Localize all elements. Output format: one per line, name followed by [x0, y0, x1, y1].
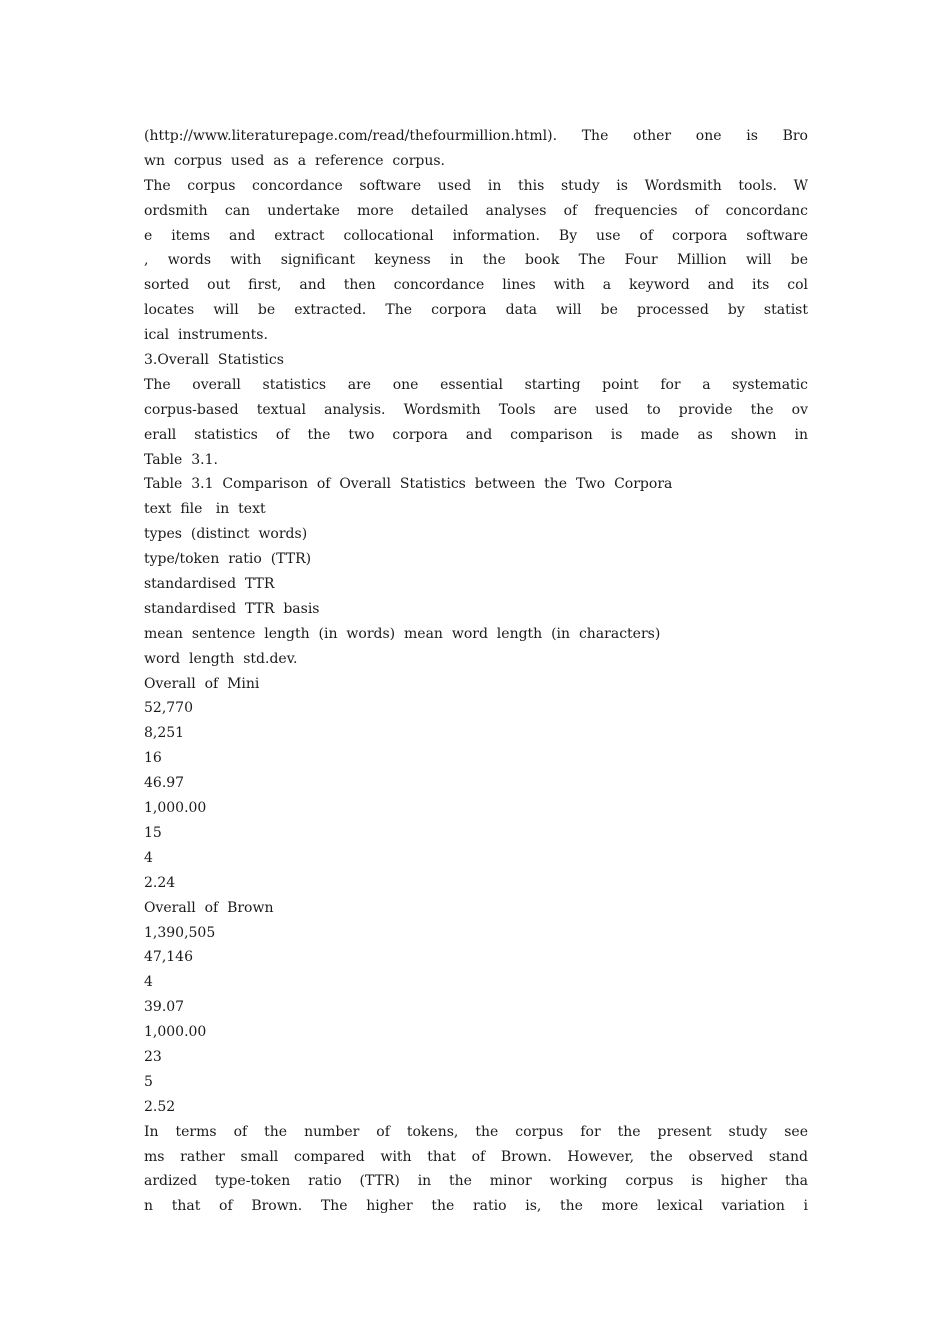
- text-line: ardized type-token ratio (TTR) in the minor working corpus is higher tha: [144, 1173, 808, 1190]
- text-line: ordsmith can undertake more detailed analyses of frequencies of concordanc: [144, 202, 808, 219]
- text-line: The overall statistics are one essential starting point for a systematic: [144, 376, 808, 393]
- text-line: text file in text: [144, 501, 266, 518]
- text-line: 3.Overall Statistics: [144, 352, 284, 369]
- text-line: 39.07: [144, 999, 185, 1016]
- text-line: wn corpus used as a reference corpus.: [144, 152, 445, 169]
- text-line: In terms of the number of tokens, the corpus for the present study see: [144, 1123, 808, 1140]
- text-line: 4: [144, 974, 153, 991]
- text-line: standardised TTR: [144, 576, 275, 593]
- text-line: e items and extract collocational information. By use of corpora software: [144, 227, 808, 244]
- text-line: 5: [144, 1073, 153, 1090]
- text-line: 16: [144, 750, 162, 767]
- text-line: 8,251: [144, 725, 185, 742]
- text-line: word length std.dev.: [144, 650, 298, 667]
- text-line: sorted out first, and then concordance lines with a keyword and its col: [144, 277, 808, 294]
- text-line: (http://www.literaturepage.com/read/thefourmillion.html). The other one is Bro: [144, 128, 808, 144]
- text-line: Overall of Mini: [144, 675, 260, 692]
- text-line: , words with significant keyness in the book The Four Million will be: [144, 252, 808, 269]
- text-line: mean sentence length (in words) mean word length (in characters): [144, 625, 661, 642]
- text-line: locates will be extracted. The corpora data will be processed by statist: [144, 302, 808, 319]
- text-line: 15: [144, 824, 162, 841]
- text-line: The corpus concordance software used in this study is Wordsmith tools. W: [144, 177, 808, 194]
- text-line: 1,000.00: [144, 800, 207, 817]
- text-line: 1,000.00: [144, 1024, 207, 1041]
- text-line: 47,146: [144, 949, 193, 966]
- text-line: 46.97: [144, 775, 185, 792]
- text-line: Table 3.1 Comparison of Overall Statistics between the Two Corpora: [144, 476, 673, 493]
- document-page: [144, 124, 808, 1219]
- text-line: ms rather small compared with that of Brown. However, the observed stand: [144, 1148, 808, 1165]
- text-line: 23: [144, 1048, 162, 1065]
- text-line: type/token ratio (TTR): [144, 551, 312, 568]
- text-line: 1,390,505: [144, 924, 216, 941]
- text-line: erall statistics of the two corpora and comparison is made as shown in: [144, 426, 808, 443]
- text-line: corpus-based textual analysis. Wordsmith Tools are used to provide the ov: [144, 401, 808, 418]
- text-line: 2.24: [144, 874, 176, 891]
- text-line: 4: [144, 849, 153, 866]
- text-line: standardised TTR basis: [144, 600, 320, 617]
- text-line: Table 3.1.: [144, 451, 218, 468]
- text-line: Overall of Brown: [144, 899, 274, 916]
- text-line: ical instruments.: [144, 327, 268, 344]
- text-line: 52,770: [144, 700, 193, 717]
- text-line: n that of Brown. The higher the ratio is, the more lexical variation i: [144, 1198, 808, 1215]
- text-line: types (distinct words): [144, 526, 308, 543]
- text-line: 2.52: [144, 1098, 176, 1115]
